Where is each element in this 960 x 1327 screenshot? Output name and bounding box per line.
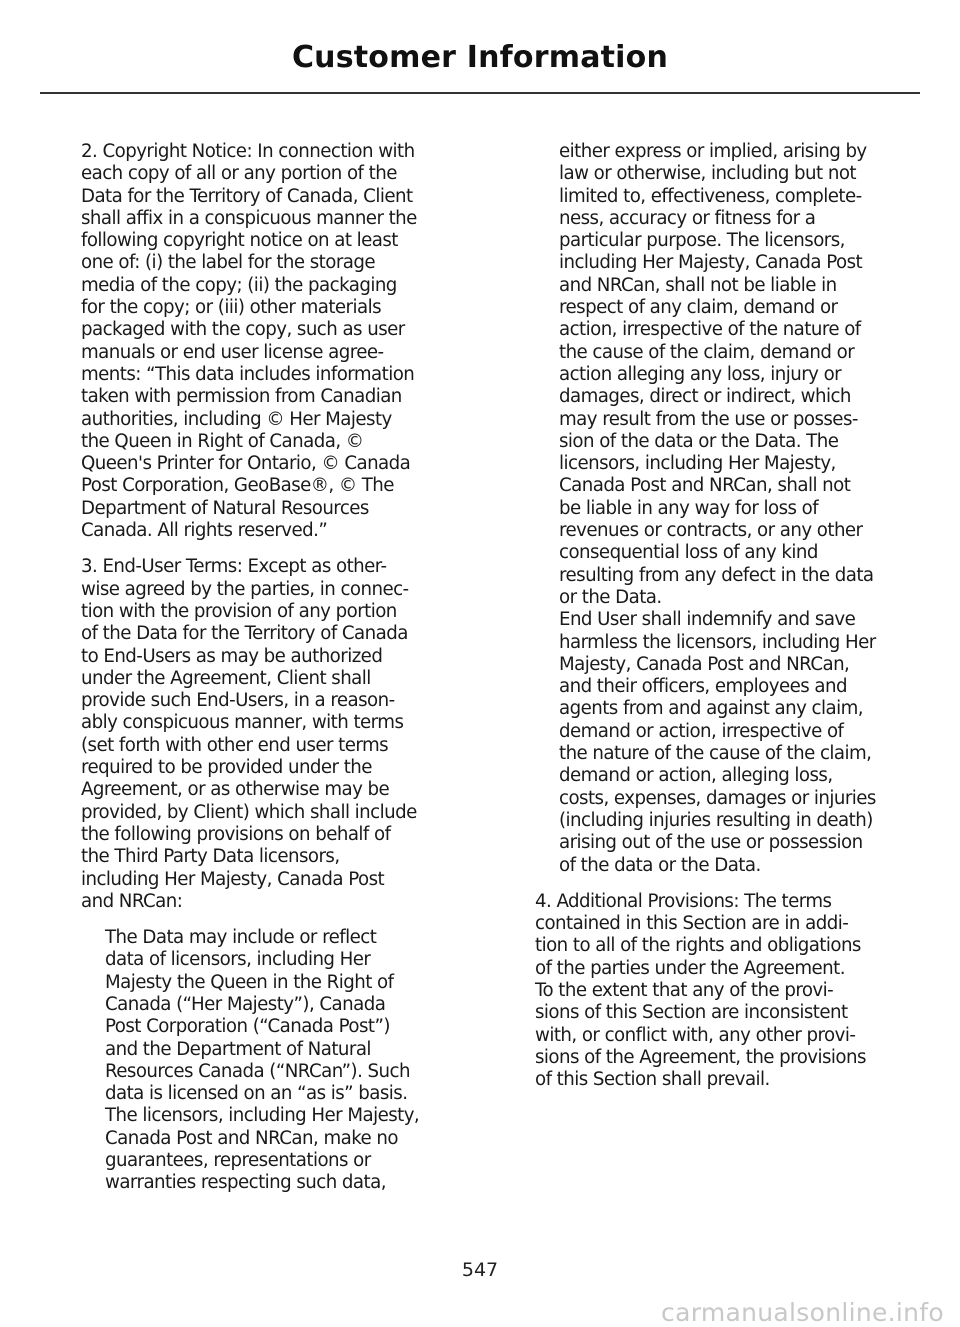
text-line: the nature of the cause of the claim, <box>559 743 872 765</box>
text-line: the cause of the claim, demand or <box>559 341 855 363</box>
text-line: demand or action, irrespective of <box>559 720 844 742</box>
text-line: data is licensed on an “as is” basis. <box>105 1083 408 1105</box>
text-line: media of the copy; (ii) the packaging <box>81 274 397 296</box>
text-line: 3. End-User Terms: Except as other- <box>81 556 387 578</box>
text-line: Queen's Printer for Ontario, © Canada <box>81 453 411 475</box>
site-watermark: carmanualsonline.info <box>661 1298 944 1327</box>
text-line: of the data or the Data. <box>559 854 761 876</box>
text-line: contained in this Section are in addi- <box>535 913 849 935</box>
text-line: respect of any claim, demand or <box>559 297 838 319</box>
text-line: Resources Canada (“NRCan”). Such <box>105 1060 410 1082</box>
text-line: Canada. All rights reserved.” <box>81 520 328 542</box>
text-line: Canada Post and NRCan, shall not <box>559 475 851 497</box>
text-line: 4. Additional Provisions: The terms <box>535 890 832 912</box>
text-line: of the Data for the Territory of Canada <box>81 623 408 645</box>
text-line: may result from the use or posses- <box>559 408 858 430</box>
text-line: the Queen in Right of Canada, © <box>81 430 364 452</box>
text-line: tion with the provision of any portion <box>81 600 397 622</box>
text-line: particular purpose. The licensors, <box>559 230 845 252</box>
text-line: and the Department of Natural <box>105 1038 371 1060</box>
end-user-terms-paragraph <box>81 556 453 913</box>
text-line: one of: (i) the label for the storage <box>81 252 375 274</box>
text-line: Canada (“Her Majesty”), Canada <box>105 993 386 1015</box>
text-line: licensors, including Her Majesty, <box>559 453 836 475</box>
text-line: be liable in any way for loss of <box>559 497 819 519</box>
page-number: 547 <box>461 1259 499 1281</box>
text-line: Post Corporation, GeoBase®, © The <box>81 475 394 497</box>
text-line: shall affix in a conspicuous manner the <box>81 207 417 229</box>
text-line: data of licensors, including Her <box>105 949 371 971</box>
text-line: and NRCan, shall not be liable in <box>559 274 837 296</box>
text-line: 2. Copyright Notice: In connection with <box>81 141 415 162</box>
additional-provisions-paragraph <box>535 891 907 1092</box>
text-line: action, irrespective of the nature of <box>559 319 861 341</box>
text-line: limited to, effectiveness, complete- <box>559 185 862 207</box>
text-line: Canada Post and NRCan, make no <box>105 1127 398 1149</box>
licensor-terms-quote-continued <box>559 141 907 877</box>
text-line: sions of the Agreement, the provisions <box>535 1046 866 1068</box>
text-line: including Her Majesty, Canada Post <box>559 252 863 274</box>
text-line: either express or implied, arising by <box>559 141 867 162</box>
text-line: ness, accuracy or fitness for a <box>559 207 816 229</box>
text-line: taken with permission from Canadian <box>81 386 402 408</box>
text-line: Majesty the Queen in the Right of <box>105 971 394 993</box>
text-line: tion to all of the rights and obligations <box>535 935 861 957</box>
text-line: wise agreed by the parties, in connec- <box>81 578 409 600</box>
text-line: under the Agreement, Client shall <box>81 667 371 689</box>
page-title: Customer Information <box>291 40 669 75</box>
text-line: the following provisions on behalf of <box>81 823 391 845</box>
text-line: or the Data. <box>559 586 662 608</box>
text-line: (set forth with other end user terms <box>81 734 389 756</box>
text-line: with, or conflict with, any other provi- <box>535 1024 856 1046</box>
text-line: resulting from any defect in the data <box>559 564 874 586</box>
text-line: revenues or contracts, or any other <box>559 520 863 542</box>
text-line: Agreement, or as otherwise may be <box>81 779 390 801</box>
text-line: packaged with the copy, such as user <box>81 319 405 341</box>
text-line: for the copy; or (iii) other materials <box>81 297 382 319</box>
text-line: The Data may include or reflect <box>105 927 377 949</box>
text-line: of this Section shall prevail. <box>535 1069 770 1091</box>
text-line: manuals or end user license agree- <box>81 341 384 363</box>
text-line: law or otherwise, including but not <box>559 163 856 185</box>
text-line: (including injuries resulting in death) <box>559 809 873 831</box>
text-line: consequential loss of any kind <box>559 542 818 564</box>
text-line: arising out of the use or possession <box>559 832 863 854</box>
text-line: of the parties under the Agreement. <box>535 957 845 979</box>
text-line: and their officers, employees and <box>559 676 847 698</box>
text-line: authorities, including © Her Majesty <box>81 408 392 430</box>
text-line: action alleging any loss, injury or <box>559 363 842 385</box>
text-line: provide such End-Users, in a reason- <box>81 690 395 712</box>
text-line: guarantees, representations or <box>105 1150 371 1172</box>
text-line: harmless the licensors, including Her <box>559 631 876 653</box>
text-line: agents from and against any claim, <box>559 698 863 720</box>
text-line: The licensors, including Her Majesty, <box>105 1105 420 1127</box>
text-line: Department of Natural Resources <box>81 497 369 519</box>
header-divider <box>40 92 920 94</box>
text-line: sion of the data or the Data. The <box>559 430 839 452</box>
text-line: warranties respecting such data, <box>105 1172 386 1194</box>
text-line: following copyright notice on at least <box>81 230 398 252</box>
text-line: and NRCan: <box>81 890 183 912</box>
text-line: provided, by Client) which shall include <box>81 801 417 823</box>
text-line: costs, expenses, damages or injuries <box>559 787 876 809</box>
text-line: sions of this Section are inconsistent <box>535 1002 848 1024</box>
text-line: Data for the Territory of Canada, Client <box>81 185 413 207</box>
text-line: damages, direct or indirect, which <box>559 386 851 408</box>
text-line: ments: “This data includes information <box>81 363 415 385</box>
text-line: End User shall indemnify and save <box>559 609 856 631</box>
text-line: ably conspicuous manner, with terms <box>81 712 404 734</box>
text-line: the Third Party Data licensors, <box>81 846 340 868</box>
text-line: demand or action, alleging loss, <box>559 765 833 787</box>
text-line: required to be provided under the <box>81 757 372 779</box>
copyright-notice-paragraph <box>81 141 453 542</box>
text-line: Post Corporation (“Canada Post”) <box>105 1016 390 1038</box>
right-column <box>535 141 907 1105</box>
left-column <box>81 141 453 1209</box>
text-line: including Her Majesty, Canada Post <box>81 868 385 890</box>
text-line: To the extent that any of the provi- <box>535 979 834 1001</box>
licensor-terms-quote <box>105 927 453 1195</box>
text-line: each copy of all or any portion of the <box>81 163 397 185</box>
text-line: Majesty, Canada Post and NRCan, <box>559 653 850 675</box>
text-line: to End-Users as may be authorized <box>81 645 383 667</box>
